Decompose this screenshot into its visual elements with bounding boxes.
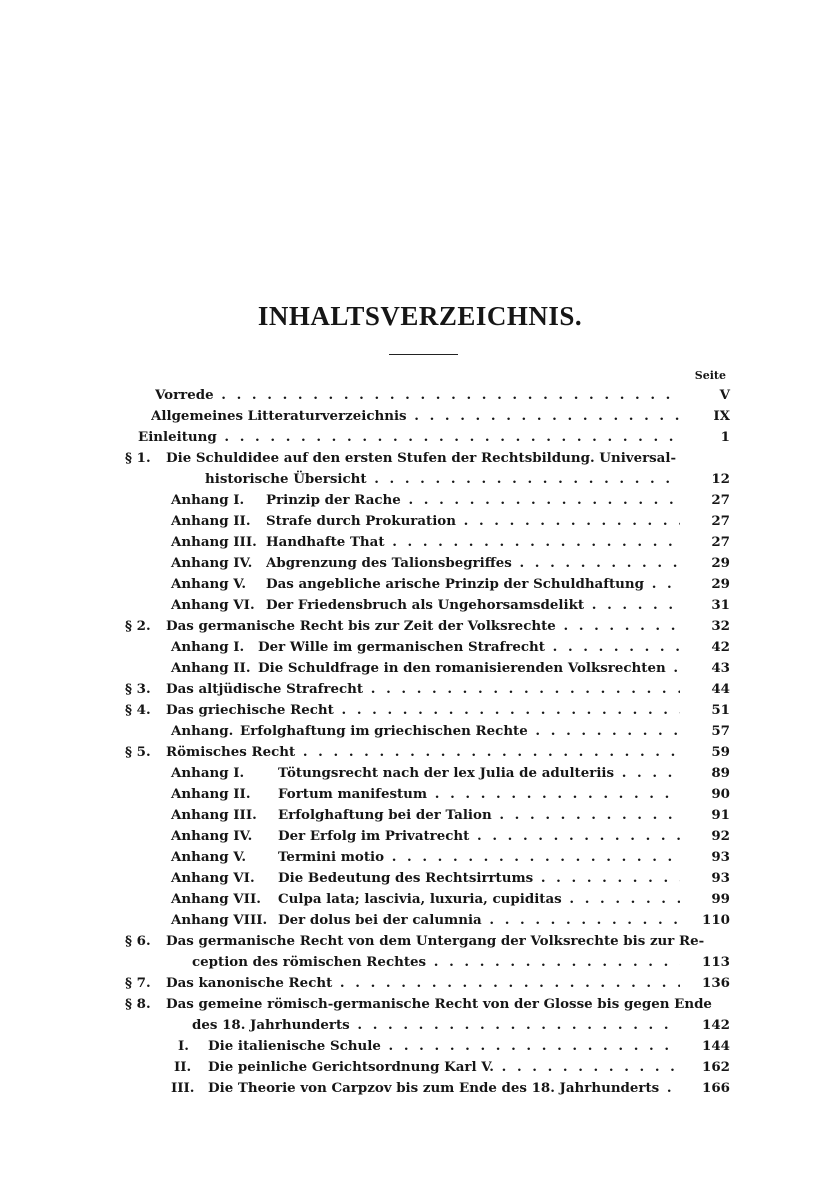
entry-title: Culpa lata; lascivia, luxuria, cupiditas . . . [278, 889, 684, 910]
entry-title: Der dolus bei der calumnia . . . [278, 910, 684, 931]
toc-entry [0, 805, 840, 826]
entry-title: Prinzip der Rache . . . [266, 490, 684, 511]
table-of-contents [0, 385, 840, 1099]
page-number: 57 [680, 721, 730, 742]
page-number: 91 [680, 805, 730, 826]
entry-title: ception des römischen Rechtes . . . [192, 952, 684, 973]
entry-title: Das germanische Recht bis zur Zeit der Volksrechte . . . [166, 616, 684, 637]
toc-entry [0, 385, 840, 406]
appendix-label: Anhang II. [171, 660, 251, 676]
toc-entry [0, 616, 840, 637]
page-number: 29 [680, 553, 730, 574]
toc-entry [0, 448, 840, 469]
entry-title: Der Erfolg im Privatrecht . . . [278, 826, 684, 847]
toc-entry [0, 406, 840, 427]
toc-entry [0, 826, 840, 847]
toc-entry [0, 427, 840, 448]
toc-entry [0, 1036, 840, 1057]
page-number: IX [680, 406, 730, 427]
section-number: § 5. [125, 744, 151, 760]
appendix-label: Anhang II. [171, 786, 251, 802]
page-number: 29 [680, 574, 730, 595]
section-number: § 3. [125, 681, 151, 697]
entry-title: Die Schuldfrage in den romanisierenden Volksrechten . . . [258, 658, 684, 679]
entry-title: des 18. Jahrhunderts . . . [192, 1015, 684, 1036]
page-number: 42 [680, 637, 730, 658]
section-number: § 1. [125, 450, 151, 466]
page-title: INHALTSVERZEICHNIS. [257, 301, 583, 331]
toc-entry [0, 553, 840, 574]
appendix-label: Anhang I. [171, 639, 245, 655]
subsection-label: II. [174, 1059, 192, 1075]
toc-entry [0, 721, 840, 742]
entry-title: Termini motio . . . [278, 847, 684, 868]
toc-entry [0, 1078, 840, 1099]
entry-title: Einleitung . . . [138, 427, 684, 448]
page-number: 1 [680, 427, 730, 448]
entry-title: Das gemeine römisch-germanische Recht von der Glosse bis gegen Ende [166, 996, 712, 1012]
subsection-label: I. [178, 1038, 189, 1054]
section-number: § 7. [125, 975, 151, 991]
appendix-label: Anhang III. [171, 807, 257, 823]
page-number: 92 [680, 826, 730, 847]
appendix-label: Anhang II. [171, 513, 251, 529]
entry-title: Das altjüdische Strafrecht . . . [166, 679, 684, 700]
entry-title: Erfolghaftung im griechischen Rechte . . . [240, 721, 684, 742]
appendix-label: Anhang III. [171, 534, 257, 550]
appendix-label: Anhang V. [171, 576, 247, 592]
appendix-label: Anhang IV. [171, 828, 253, 844]
entry-title: Die Bedeutung des Rechtsirrtums . . . [278, 868, 684, 889]
section-number: § 2. [125, 618, 151, 634]
page-number: 27 [680, 532, 730, 553]
page-number: 89 [680, 763, 730, 784]
entry-title: Die italienische Schule . . . [208, 1036, 684, 1057]
toc-entry [0, 511, 840, 532]
toc-entry [0, 490, 840, 511]
page-number: 27 [680, 490, 730, 511]
page-number: 166 [680, 1078, 730, 1099]
entry-title: Allgemeines Litteraturverzeichnis . . . [151, 406, 684, 427]
entry-title: Fortum manifestum . . . [278, 784, 684, 805]
appendix-label: Anhang VI. [171, 597, 255, 613]
appendix-label: Anhang IV. [171, 555, 253, 571]
page-number: V [680, 385, 730, 406]
entry-title: Das germanische Recht von dem Untergang der Volksrechte bis zur Re- [166, 933, 705, 949]
entry-title: historische Übersicht . . . [205, 469, 684, 490]
toc-entry [0, 532, 840, 553]
page-number: 27 [680, 511, 730, 532]
entry-title: Tötungsrecht nach der lex Julia de adulteriis . . . [278, 763, 684, 784]
page-column-header: Seite [694, 369, 726, 382]
toc-entry [0, 847, 840, 868]
entry-title: Strafe durch Prokuration . . . [266, 511, 684, 532]
toc-entry [0, 784, 840, 805]
entry-title: Abgrenzung des Talionsbegriffes . . . [266, 553, 684, 574]
page-number: 32 [680, 616, 730, 637]
page-number: 113 [680, 952, 730, 973]
entry-title: Die Theorie von Carpzov bis zum Ende des 18. Jahrhunderts . . . [208, 1078, 684, 1099]
page-number: 142 [680, 1015, 730, 1036]
entry-title: Der Wille im germanischen Strafrecht . . . [258, 637, 684, 658]
appendix-label: Anhang VII. [171, 891, 261, 907]
page-number: 93 [680, 847, 730, 868]
toc-entry [0, 763, 840, 784]
entry-title: Das angebliche arische Prinzip der Schuldhaftung . . . [266, 574, 684, 595]
toc-entry [0, 595, 840, 616]
entry-title: Das kanonische Recht . . . [166, 973, 684, 994]
section-number: § 8. [125, 996, 151, 1012]
toc-entry [0, 868, 840, 889]
appendix-label: Anhang VI. [171, 870, 255, 886]
page-number: 110 [680, 910, 730, 931]
entry-title: Römisches Recht . . . [166, 742, 684, 763]
toc-entry [0, 994, 840, 1015]
page-number: 59 [680, 742, 730, 763]
page-number: 31 [680, 595, 730, 616]
toc-entry [0, 952, 840, 973]
toc-entry [0, 973, 840, 994]
entry-title: Der Friedensbruch als Ungehorsamsdelikt . . . [266, 595, 684, 616]
entry-title: Vorrede . . . [155, 385, 684, 406]
page-number: 43 [680, 658, 730, 679]
toc-entry [0, 889, 840, 910]
toc-entry [0, 910, 840, 931]
page-number: 99 [680, 889, 730, 910]
toc-entry [0, 1015, 840, 1036]
entry-title: Die Schuldidee auf den ersten Stufen der Rechtsbildung. Universal- [166, 450, 677, 466]
page-number: 12 [680, 469, 730, 490]
title-rule [389, 354, 458, 355]
page-number: 136 [680, 973, 730, 994]
appendix-label: Anhang V. [171, 849, 247, 865]
entry-title: Erfolghaftung bei der Talion . . . [278, 805, 684, 826]
page-number: 162 [680, 1057, 730, 1078]
toc-entry [0, 700, 840, 721]
appendix-label: Anhang. [171, 723, 234, 739]
page-number: 90 [680, 784, 730, 805]
toc-entry [0, 469, 840, 490]
toc-entry [0, 637, 840, 658]
page-number: 93 [680, 868, 730, 889]
entry-title: Handhafte That . . . [266, 532, 684, 553]
toc-entry [0, 931, 840, 952]
toc-entry [0, 679, 840, 700]
page-number: 144 [680, 1036, 730, 1057]
page-number: 44 [680, 679, 730, 700]
entry-title: Das griechische Recht . . . [166, 700, 684, 721]
appendix-label: Anhang I. [171, 765, 245, 781]
toc-entry [0, 574, 840, 595]
toc-entry [0, 742, 840, 763]
appendix-label: Anhang I. [171, 492, 245, 508]
section-number: § 4. [125, 702, 151, 718]
toc-entry [0, 658, 840, 679]
toc-entry [0, 1057, 840, 1078]
section-number: § 6. [125, 933, 151, 949]
subsection-label: III. [171, 1080, 195, 1096]
appendix-label: Anhang VIII. [171, 912, 268, 928]
entry-title: Die peinliche Gerichtsordnung Karl V. . . . [208, 1057, 684, 1078]
page-number: 51 [680, 700, 730, 721]
